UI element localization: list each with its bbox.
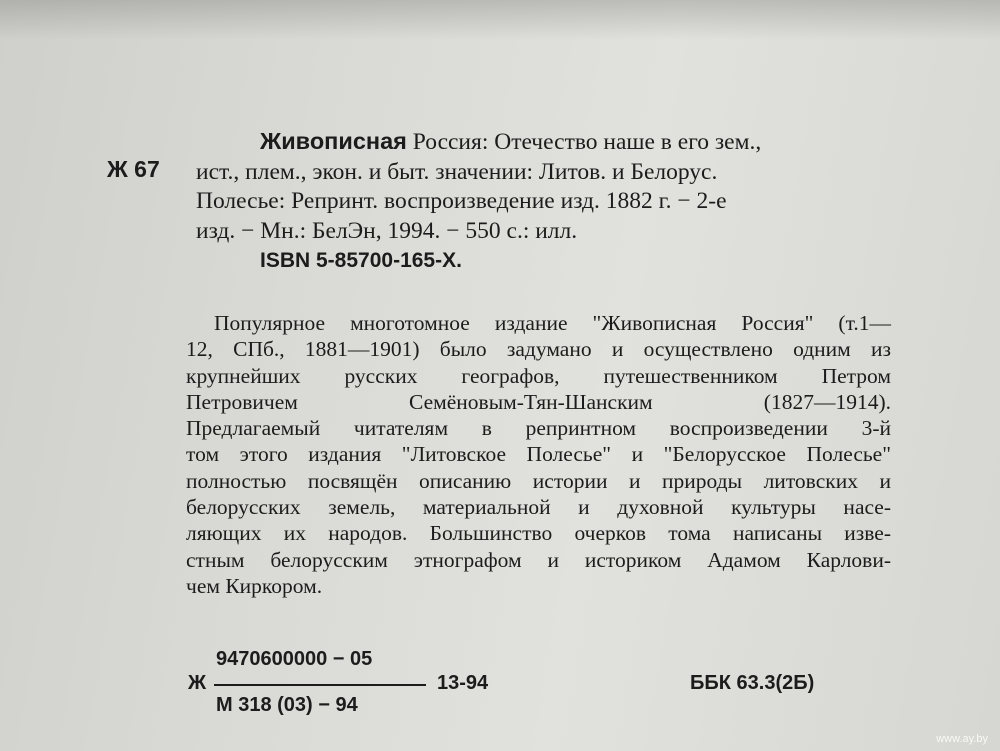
imprint-zhe: Ж xyxy=(188,672,207,694)
index-code: Ж 67 xyxy=(107,156,160,182)
biblio-line-3: Полесье: Репринт. воспроизведение изд. 1882 г. − 2-е xyxy=(196,188,727,214)
watermark: www.ay.by xyxy=(936,733,988,745)
annotation-line: Петровичем Семёновым-Тян-Шанским (1827—1914). xyxy=(186,389,891,414)
isbn: ISBN 5-85700-165-X. xyxy=(260,249,462,272)
book-title: Живописная xyxy=(260,128,407,154)
biblio-line-1-rest: Россия: Отечество наше в его зем., xyxy=(406,129,762,155)
imprint-code-right: 13-94 xyxy=(437,672,489,694)
biblio-line-4: изд. − Мн.: БелЭн, 1994. − 550 с.: илл. xyxy=(196,217,578,244)
annotation-line: чем Киркором. xyxy=(186,573,323,598)
imprint-code-bottom: М 318 (03) − 94 xyxy=(216,694,358,716)
annotation-line: Предлагаемый читателям в репринтном воспроизведении 3-й xyxy=(186,416,891,441)
annotation-line: стным белорусским этнографом и историком Адамом Карлови- xyxy=(186,547,891,572)
annotation-line: 12, СПб., 1881—1901) было задумано и осуществлено одним из xyxy=(186,337,891,362)
annotation-line: Популярное многотомное издание "Живописная Россия" (т.1— xyxy=(214,311,891,335)
imprint-code-top: 9470600000 − 05 xyxy=(216,648,373,670)
annotation-line: ляющих их народов. Большинство очерков тома написаны изве- xyxy=(186,521,891,546)
annotation-line: белорусских земель, материальной и духовной культуры насе- xyxy=(186,495,891,520)
bbk-code: ББК 63.3(2Б) xyxy=(690,672,815,694)
imprint-fraction-rule xyxy=(214,684,426,686)
annotation-line: том этого издания "Литовское Полесье" и "Белорусское Полесье" xyxy=(186,442,891,467)
annotation-line: крупнейших русских географов, путешественником Петром xyxy=(186,363,891,388)
annotation-line: полностью посвящён описанию истории и природы литовских и xyxy=(186,468,891,493)
biblio-line-2: ист., плем., экон. и быт. значении: Литов. и Белорус. xyxy=(196,158,718,185)
